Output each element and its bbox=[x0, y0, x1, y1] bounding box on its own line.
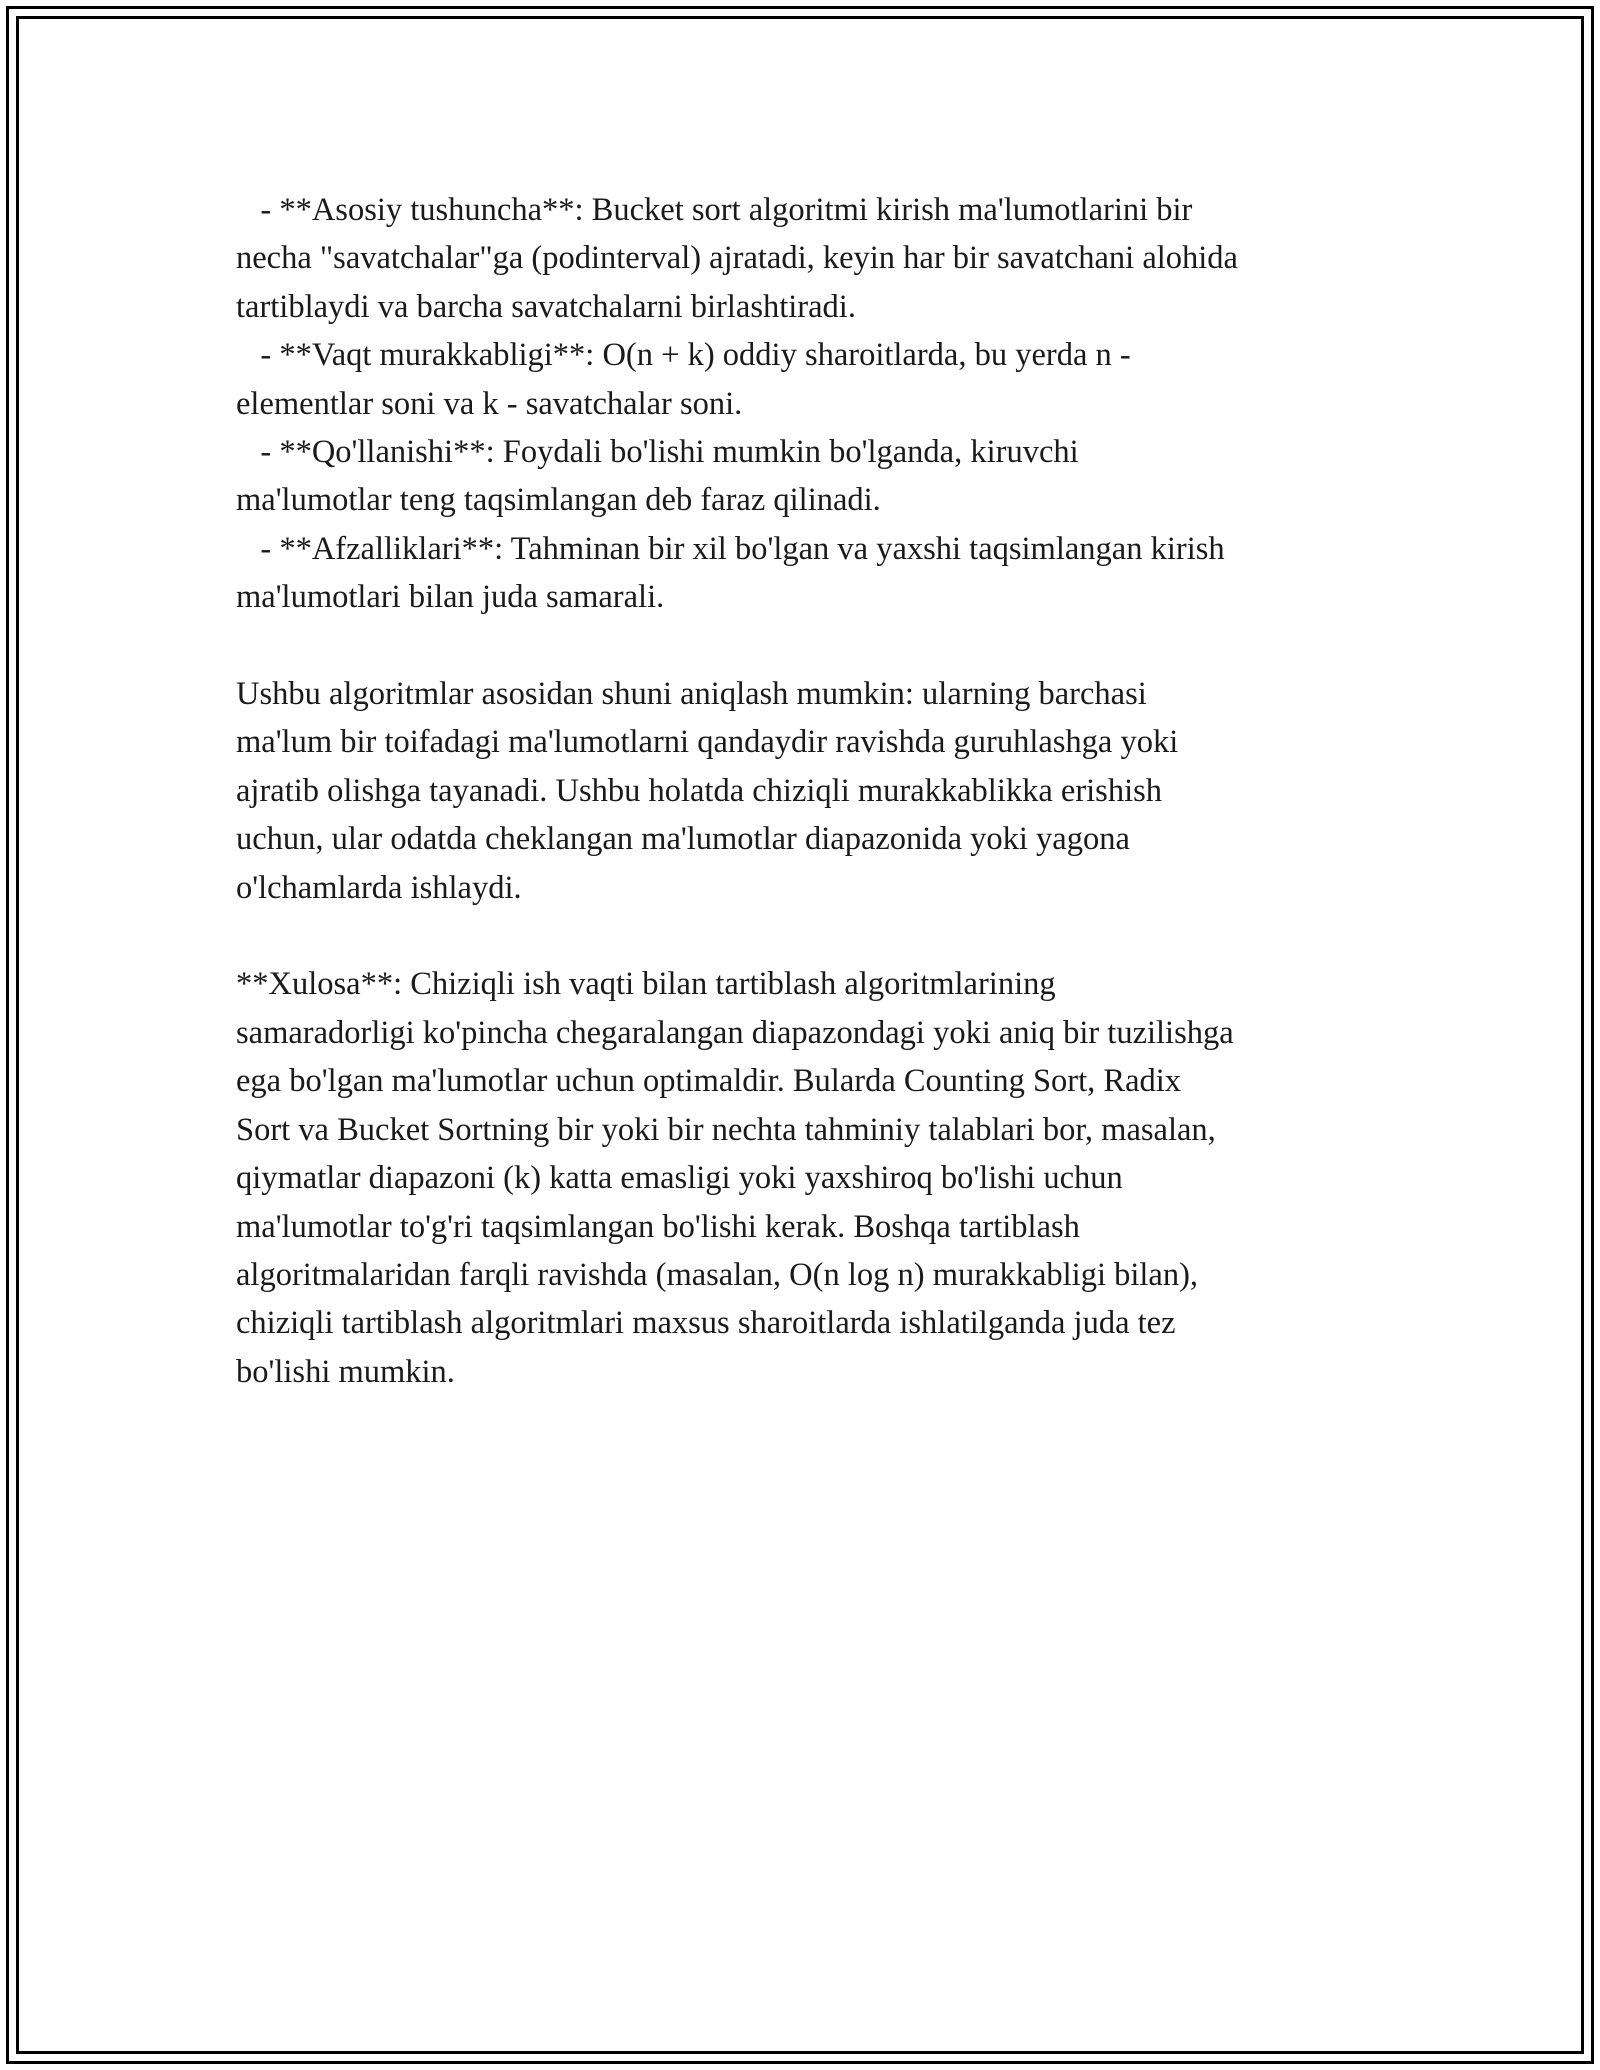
document-body bbox=[236, 186, 1376, 1396]
summary-paragraph: Ushbu algoritmlar asosidan shuni aniqlash mumkin: ularning barchasi ma'lum bir toifadagi ma'lumotlarni qandaydir ravishda guruhlashga yoki ajratib olishga tayanadi. Ushbu holatda chiziqli murakkablikka erishish uchun, ular odatda cheklangan ma'lumotlar diapazonida yoki yagona o'lchamlarda ishlaydi. bbox=[236, 676, 1179, 906]
conclusion-paragraph: **Xulosa**: Chiziqli ish vaqti bilan tartiblash algoritmlarining samaradorligi ko'pincha chegaralangan diapazondagi yoki aniq bir tuzilishga ega bo'lgan ma'lumotlar uchun optimaldir. Bularda Counting Sort, Radix Sort va Bucket Sortning bir yoki bir nechta tahminiy talablari bor, masalan, qiymatlar diapazoni (k) katta emasligi yoki yaxshiroq bo'lishi uchun ma'lumotlar to'g'ri taqsimlangan bo'lishi kerak. Boshqa tartiblash algoritmalaridan farqli ravishda (masalan, O(n log n) murakkabligi bilan), chiziqli tartiblash algoritmlari maxsus sharoitlarda ishlatilganda juda tez bo'lishi mumkin. bbox=[236, 966, 1234, 1390]
list-item-asosiy-tushuncha: - **Asosiy tushuncha**: Bucket sort algoritmi kirish ma'lumotlarini bir necha "savatchalar"ga (podinterval) ajratadi, keyin har bir savatchani alohida tartiblaydi va barcha savatchalarni birlashtiradi. bbox=[236, 192, 1238, 325]
list-item-vaqt-murakkabligi: - **Vaqt murakkabligi**: O(n + k) oddiy sharoitlarda, bu yerda n - elementlar soni va k - savatchalar soni. bbox=[236, 337, 1131, 422]
paragraph-spacer bbox=[236, 622, 1376, 670]
paragraph-spacer bbox=[236, 912, 1376, 960]
list-item-qollanishi: - **Qo'llanishi**: Foydali bo'lishi mumkin bo'lganda, kiruvchi ma'lumotlar teng taqsimlangan deb faraz qilinadi. bbox=[236, 434, 1079, 519]
list-item-afzalliklari: - **Afzalliklari**: Tahminan bir xil bo'lgan va yaxshi taqsimlangan kirish ma'lumotlari bilan juda samarali. bbox=[236, 530, 1225, 616]
